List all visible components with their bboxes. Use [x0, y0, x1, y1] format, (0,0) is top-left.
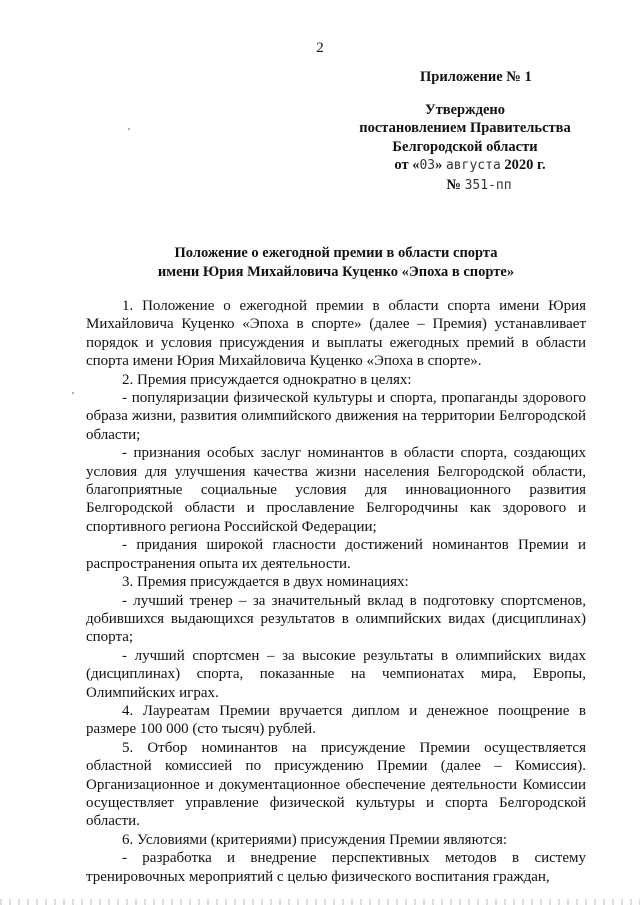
paragraph: 2. Премия присуждается однократно в целях:: [122, 371, 412, 388]
paragraph: - придания широкой гласности достижений номинантов Премии и распространения опыта их деятельности.: [86, 537, 586, 572]
title-line-1: Положение о ежегодной премии в области спорта: [174, 245, 498, 261]
page-number: 2: [316, 40, 324, 56]
approved-region: Белгородской области: [392, 138, 538, 155]
approval-date: [340, 156, 590, 176]
date-mid: »: [435, 157, 446, 173]
approval-block: [340, 68, 590, 195]
paragraph: - лучший спортсмен – за высокие результаты в олимпийских видах (дисциплинах) спорта, показанные на чемпионатах мира, Европы, Олимпийских играх.: [86, 647, 586, 701]
paragraph: - лучший тренер – за значительный вклад в подготовку спортсменов, добившихся выдающихся результатов в олимпийских видах (дисциплинах) спорта;: [86, 592, 586, 646]
scan-edge: [0, 899, 640, 905]
paragraph: - разработка и внедрение перспективных методов в систему тренировочных мероприятий с целью физического воспитания граждан,: [86, 850, 586, 885]
date-month: августа: [445, 158, 501, 173]
paragraph: 5. Отбор номинантов на присуждение Премии осуществляется областной комиссией по присуждению Премии (далее – Комиссия). Организационное и документационное обеспечение деятельности Комиссии осуществляет управление физической культуры и спорта Белгородской области.: [86, 739, 586, 830]
paragraph: 1. Положение о ежегодной премии в области спорта имени Юрия Михайловича Куценко «Эпоха в спорте» (далее – Премия) устанавливает порядок и условия присуждения и выплаты ежегодных премий в области спорта имени Юрия Михайловича Куценко «Эпоха в спорте».: [86, 298, 586, 370]
date-prefix: от «: [394, 157, 420, 173]
date-day: 03: [419, 158, 436, 173]
paragraph: - популяризации физической культуры и спорта, пропаганды здорового образа жизни, развития олимпийского движения на территории Белгородской области;: [86, 390, 586, 443]
scan-speck: [72, 392, 74, 394]
approved-label: Утверждено: [425, 101, 505, 118]
approved-by: постановлением Правительства: [359, 120, 571, 136]
number-value: 351-пп: [464, 177, 512, 193]
paragraph: - признания особых заслуг номинантов в области спорта, создающих условия для улучшения качества жизни населения Белгородской области, благоприятные социальные условия для инновационного развития Белгородской области и прославление Белгородчины как здорового и спортивного региона Российской Федерации;: [86, 445, 586, 535]
number-prefix: №: [446, 176, 465, 193]
approval-number: [340, 176, 590, 196]
scan-speck: [128, 128, 130, 130]
document-body: [86, 297, 586, 886]
date-suffix: 2020 г.: [500, 157, 546, 173]
paragraph: 6. Условиями (критериями) присуждения Премии являются:: [122, 831, 508, 848]
document-title: [86, 244, 586, 281]
paragraph: 4. Лауреатам Премии вручается диплом и денежное поощрение в размере 100 000 (сто тысяч) рублей.: [86, 702, 586, 738]
appendix-label: Приложение № 1: [420, 69, 532, 85]
title-line-2: имени Юрия Михайловича Куценко «Эпоха в спорте»: [157, 263, 515, 280]
paragraph: 3. Премия присуждается в двух номинациях:: [122, 574, 409, 591]
